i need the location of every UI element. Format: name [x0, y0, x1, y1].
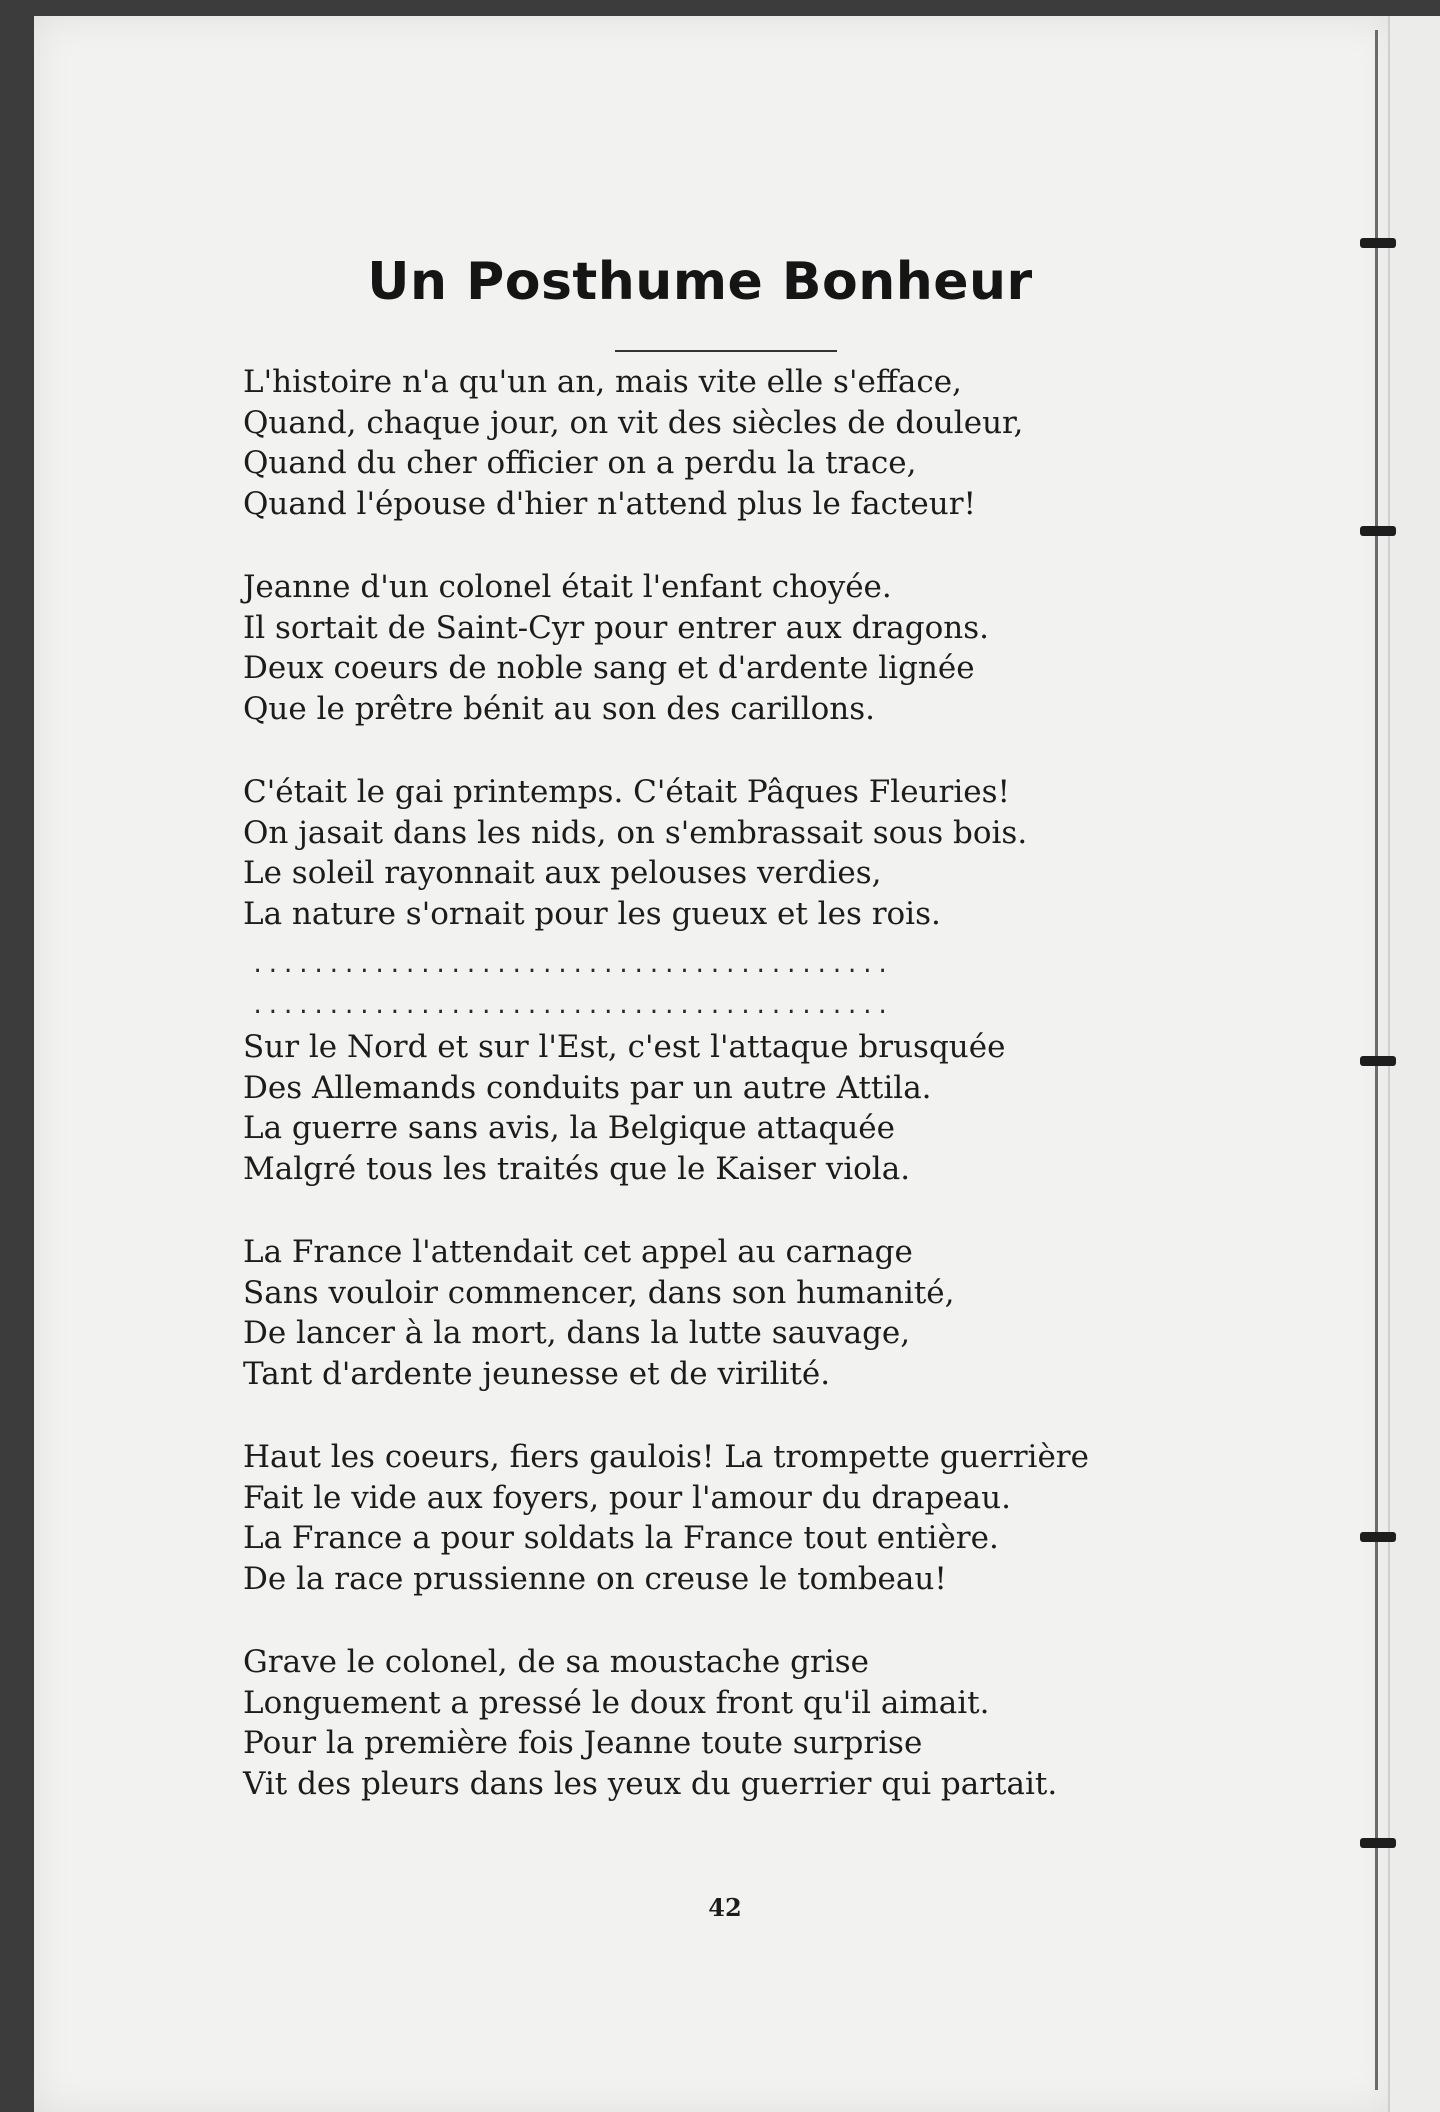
verse-line: Que le prêtre bénit au son des carillons.	[243, 690, 876, 727]
verse-line: Tant d'ardente jeunesse et de virilité.	[243, 1355, 831, 1392]
verse-line: Deux coeurs de noble sang et d'ardente lignée	[243, 650, 975, 686]
verse-line: Malgré tous les traités que le Kaiser viola.	[243, 1150, 911, 1187]
verse-line: Quand l'épouse d'hier n'attend plus le facteur!	[243, 485, 977, 522]
binding-stitch	[1360, 1532, 1396, 1542]
verse-line: Fait le vide aux foyers, pour l'amour du drapeau.	[243, 1479, 1011, 1516]
stanza	[243, 362, 1243, 524]
verse-line: De la race prussienne on creuse le tombeau!	[243, 1560, 947, 1597]
stanza	[243, 1232, 1243, 1394]
verse-line: La guerre sans avis, la Belgique attaquée	[243, 1110, 895, 1146]
verse-line: La nature s'ornait pour les gueux et les rois.	[243, 895, 941, 932]
verse-line: L'histoire n'a qu'un an, mais vite elle s'efface,	[243, 364, 962, 400]
title-rule	[615, 350, 837, 352]
stanza	[243, 1437, 1243, 1599]
binding-stitch	[1360, 526, 1396, 536]
verse-line: Quand du cher officier on a perdu la trace,	[243, 445, 917, 481]
verse-line: Longuement a pressé le doux front qu'il aimait.	[243, 1684, 990, 1721]
ellipsis-line: ..........................................	[251, 953, 892, 978]
verse-line: La France a pour soldats la France tout entière.	[243, 1520, 999, 1556]
verse-line: Il sortait de Saint-Cyr pour entrer aux dragons.	[243, 609, 989, 646]
verse-line: Haut les coeurs, fiers gaulois! La trompette guerrière	[243, 1439, 1089, 1475]
stanza	[243, 1027, 1243, 1189]
verse-line: Le soleil rayonnait aux pelouses verdies,	[243, 855, 882, 891]
verse-line: Vit des pleurs dans les yeux du guerrier qui partait.	[243, 1765, 1058, 1802]
ellipsis-line: ..........................................	[251, 993, 892, 1019]
verse-line: De lancer à la mort, dans la lutte sauvage,	[243, 1315, 911, 1351]
stanza	[243, 1642, 1243, 1804]
verse-line: Quand, chaque jour, on vit des siècles de douleur,	[243, 404, 1024, 441]
binding-stitch	[1360, 1056, 1396, 1066]
verse-line: Pour la première fois Jeanne toute surprise	[243, 1725, 923, 1761]
ellipsis-break	[251, 946, 1243, 1027]
verse-line: La France l'attendait cet appel au carnage	[243, 1234, 913, 1270]
poem-body	[243, 362, 1243, 1804]
verse-line: Grave le colonel, de sa moustache grise	[243, 1644, 869, 1680]
verse-line: Sur le Nord et sur l'Est, c'est l'attaque brusquée	[243, 1029, 1006, 1065]
poem-title: Un Posthume Bonheur	[367, 252, 1033, 312]
verse-line: C'était le gai printemps. C'était Pâques Fleuries!	[243, 774, 1010, 810]
page-number: 42	[708, 1893, 742, 1922]
verse-line: Sans vouloir commencer, dans son humanité,	[243, 1274, 955, 1311]
stanza	[243, 567, 1243, 729]
verse-line: On jasait dans les nids, on s'embrassait sous bois.	[243, 814, 1028, 851]
verse-line: Des Allemands conduits par un autre Attila.	[243, 1069, 932, 1106]
stanza	[243, 772, 1243, 934]
binding-stitch	[1360, 238, 1396, 248]
binding-stitch	[1360, 1838, 1396, 1848]
verse-line: Jeanne d'un colonel était l'enfant choyée.	[243, 569, 892, 605]
